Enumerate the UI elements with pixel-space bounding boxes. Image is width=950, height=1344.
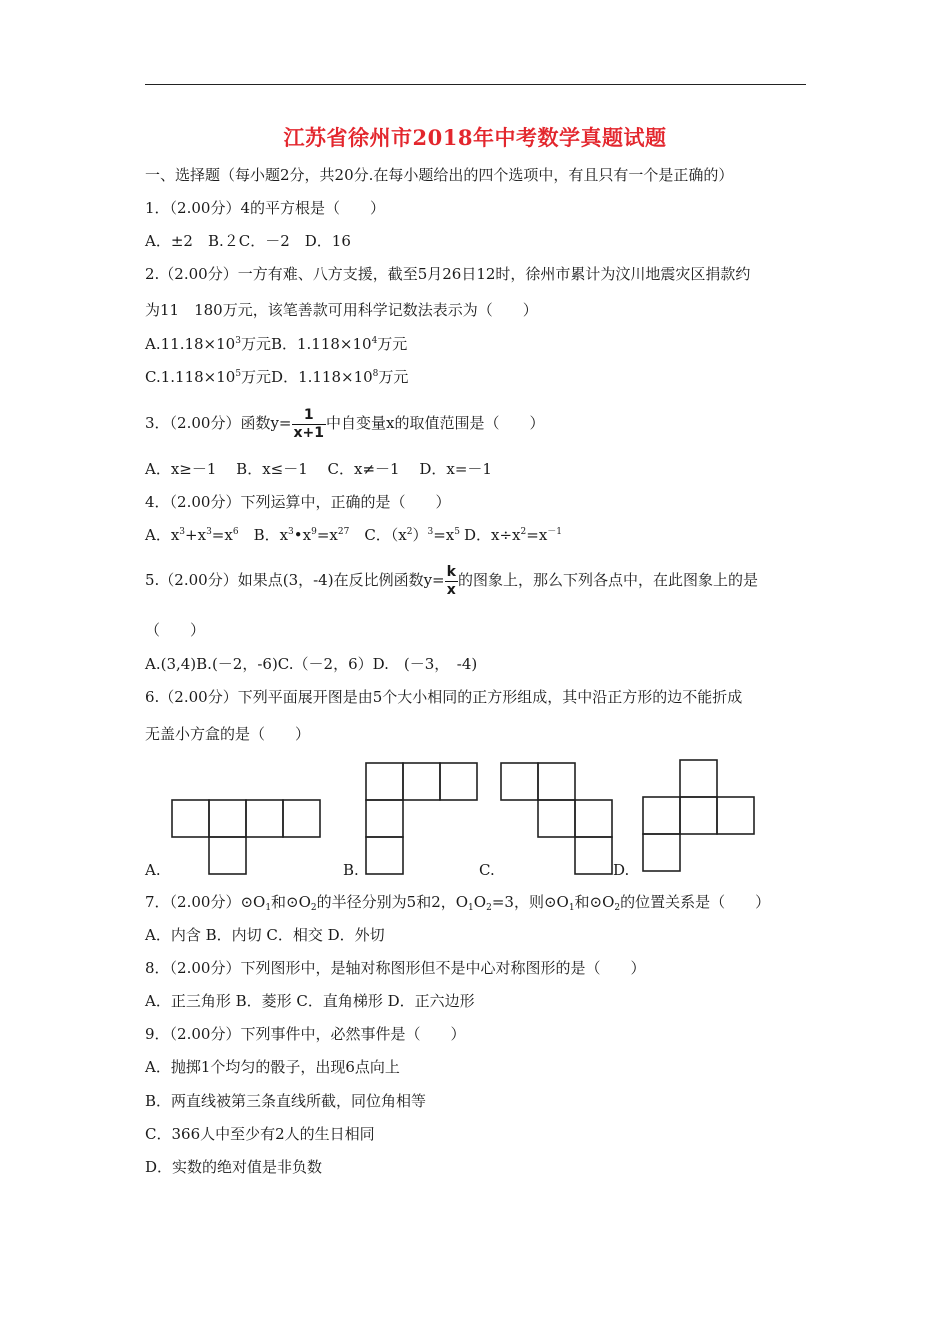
header-rule	[145, 84, 806, 85]
q1-stem: 1．（2.00分）4的平方根是（ ）	[145, 199, 385, 217]
q4-options: A．$x^3+x^3=x^6$ B．$x^3•x^9=x^{27}$ C．$(x^2)^3=x^5$ D．$x\div x^2=x^{-1}$	[145, 526, 563, 544]
q6-stem-line1: 6.（2.00分）下列平面展开图是由5个大小相同的正方形组成，其中沿正方形的边不能折成	[145, 688, 743, 706]
net-figure-b	[366, 763, 477, 874]
q6-label-c: C.	[479, 861, 495, 879]
q5-stem-line1: 5.（2.00分）如果点(3，-4)在反比例函数y= $\frac{k}{x}$ 的图象上，那么下列各点中，在此图象上的是	[145, 563, 758, 598]
q6-label-b: B.	[343, 861, 359, 879]
net-figure-c	[501, 763, 612, 874]
q1-options: A．±2 B.２C．－2 D．16	[145, 232, 351, 250]
q2-options-cd: $C.1.118\times 10^5$万元D．$1.118\times 10^8$万元	[145, 368, 409, 386]
q9-option-a: A．抛掷1个均匀的骰子，出现6点向上	[145, 1058, 400, 1076]
q8-stem: 8．（2.00分）下列图形中，是轴对称图形但不是中心对称图形的是（ ）	[145, 959, 646, 977]
q3-options: A．x≥－1 B．x≤－1 C．x≠－1 D．x=－1	[145, 460, 492, 478]
q9-option-c: C．366人中至少有2人的生日相同	[145, 1125, 375, 1143]
q9-option-d: D．实数的绝对值是非负数	[145, 1158, 323, 1176]
q3-stem: 3．（2.00分）函数y= $\frac{1}{x+1}$ 中自变量x的取值范围是（ ）	[145, 406, 545, 441]
q3-fraction: $\frac{1}{x+1}$	[293, 406, 325, 441]
q2-stem-line1: 2.（2.00分）一方有难、八方支援，截至5月26日12时，徐州市累计为汶川地震灾区捐款约	[145, 265, 751, 283]
net-figure-a	[172, 800, 320, 874]
q2-stem-line2: 为11 180万元，该笔善款可用科学记数法表示为（ ）	[145, 301, 538, 319]
q9-stem: 9．（2.00分）下列事件中，必然事件是（ ）	[145, 1025, 466, 1043]
q7-options: A．内含 B．内切 C．相交 D．外切	[145, 926, 385, 944]
q5-fraction: $\frac{k}{x}$	[446, 563, 456, 598]
q2-options-ab: $A.11.18\times 10^3$万元B．$1.118\times 10^4$万元	[145, 335, 408, 353]
q6-label-d: D.	[613, 861, 630, 879]
q8-options: A．正三角形 B．菱形 C．直角梯形 D．正六边形	[145, 992, 475, 1010]
net-figure-d	[643, 760, 754, 871]
q6-stem-line2: 无盖小方盒的是（ ）	[145, 725, 311, 743]
q6-label-a: A.	[145, 861, 161, 879]
section-heading: 一、选择题（每小题2分，共20分.在每小题给出的四个选项中，有且只有一个是正确的）	[145, 166, 734, 184]
q5-options: A.(3,4)B.(－2，-6)C.（－2，6）D. (－3， -4)	[145, 655, 478, 673]
q5-stem-line2: （ ）	[145, 621, 206, 639]
q9-option-b: B．两直线被第三条直线所截，同位角相等	[145, 1092, 427, 1110]
q4-stem: 4．（2.00分）下列运算中，正确的是（ ）	[145, 493, 451, 511]
q7-stem: 7．（2.00分）$⊙O_1$和$⊙O_2$的半径分别为5和2，$O_1O_2=3$，则$⊙O_1$和$⊙O_2$的位置关系是（ ）	[145, 893, 771, 913]
page-title: 江苏省徐州市2018年中考数学真题试题	[283, 125, 667, 150]
